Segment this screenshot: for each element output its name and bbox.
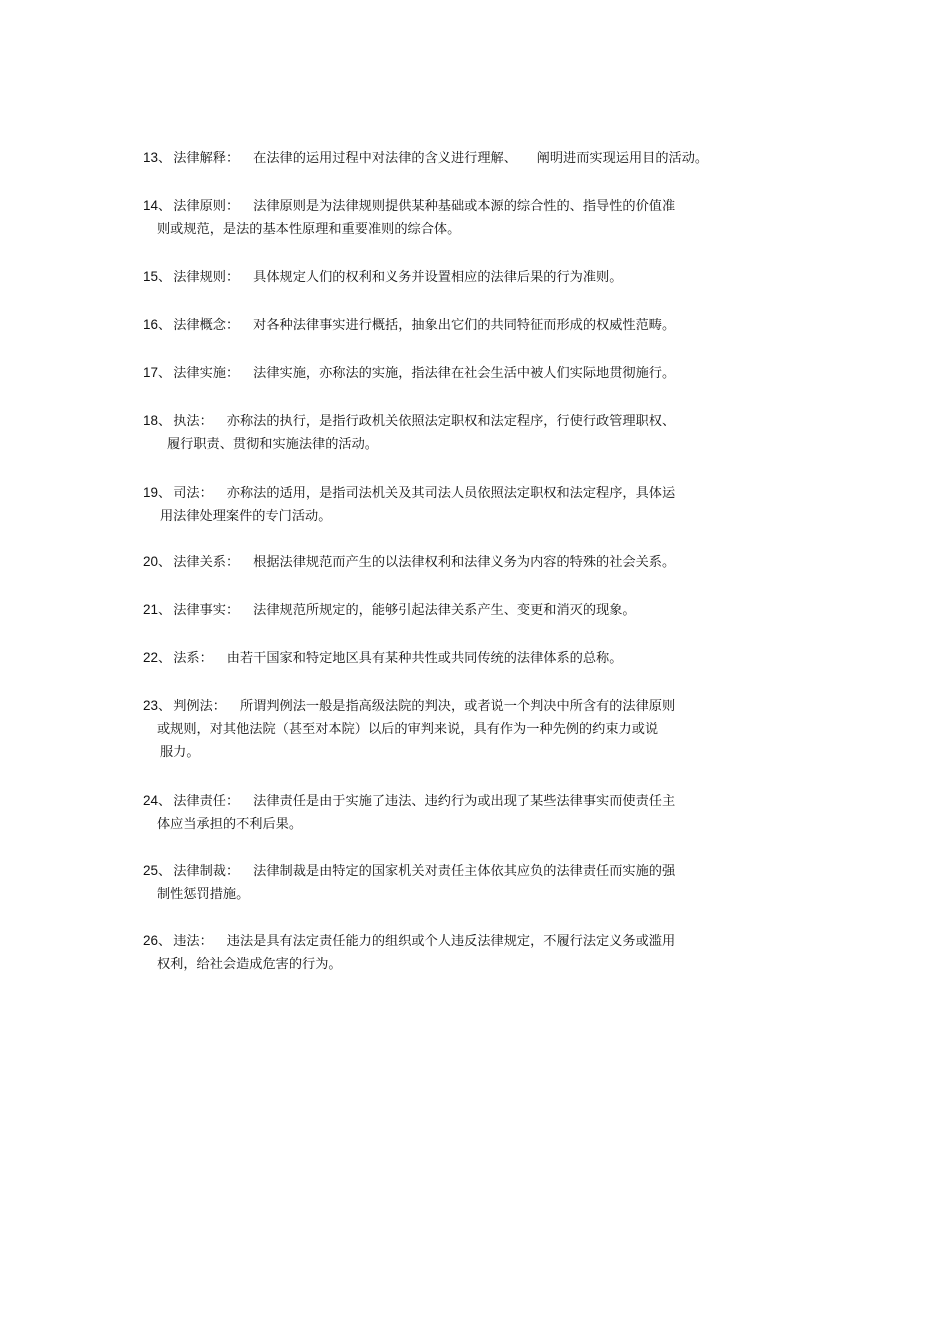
entry-number: 22 [143, 650, 159, 665]
entry-separator: 、 [158, 864, 172, 879]
definition-entry-24 [143, 789, 783, 836]
entry-number: 26 [143, 933, 159, 948]
entry-text-line: 制性惩罚措施。 [157, 887, 250, 902]
entry-term: 执法： [173, 414, 213, 429]
entry-text-line: 在法律的运用过程中对法律的含义进行理解、 阐明进而实现运用目的活动。 [253, 151, 709, 166]
entry-number: 17 [143, 365, 159, 380]
definition-entry-15 [143, 265, 783, 289]
entry-separator: 、 [158, 318, 172, 333]
definition-entry-13 [143, 146, 783, 170]
entry-number: 16 [143, 317, 159, 332]
entry-number: 18 [143, 413, 159, 428]
entry-term: 法系： [173, 651, 213, 666]
entry-text-line: 法律实施，亦称法的实施，指法律在社会生活中被人们实际地贯彻施行。 [253, 366, 676, 381]
definition-entry-20 [143, 550, 783, 574]
entry-text-line: 服力。 [160, 745, 200, 760]
definition-entry-23 [143, 694, 783, 764]
entry-separator: 、 [158, 151, 172, 166]
entry-separator: 、 [158, 651, 172, 666]
entry-term: 法律原则： [173, 199, 240, 214]
entry-number: 24 [143, 793, 159, 808]
entry-number: 19 [143, 485, 159, 500]
definition-entry-18 [143, 409, 783, 456]
definition-entry-21 [143, 598, 783, 622]
entry-text-line: 违法是具有法定责任能力的组织或个人违反法律规定，不履行法定义务或滥用 [226, 934, 676, 949]
entry-text-line: 亦称法的适用，是指司法机关及其司法人员依照法定职权和法定程序，具体运 [226, 486, 676, 501]
entry-number: 14 [143, 198, 159, 213]
entry-term: 法律实施： [173, 366, 240, 381]
entry-separator: 、 [158, 699, 172, 714]
definition-entry-19 [143, 481, 783, 528]
entry-text-line: 则或规范，是法的基本性原理和重要准则的综合体。 [157, 222, 461, 237]
entry-separator: 、 [158, 794, 172, 809]
definition-entry-26 [143, 929, 783, 976]
entry-term: 法律概念： [173, 318, 240, 333]
entry-text-line: 用法律处理案件的专门活动。 [160, 509, 332, 524]
entry-separator: 、 [158, 199, 172, 214]
definition-entry-16 [143, 313, 783, 337]
definition-entry-25 [143, 859, 783, 906]
entry-separator: 、 [158, 603, 172, 618]
entry-number: 25 [143, 863, 159, 878]
entry-term: 法律解释： [173, 151, 240, 166]
entry-term: 法律关系： [173, 555, 240, 570]
entry-text-line: 法律规范所规定的，能够引起法律关系产生、变更和消灭的现象。 [253, 603, 636, 618]
entry-term: 法律事实： [173, 603, 240, 618]
entry-term: 法律制裁： [173, 864, 240, 879]
entry-separator: 、 [158, 366, 172, 381]
entry-text-line: 亦称法的执行，是指行政机关依照法定职权和法定程序，行使行政管理职权、 [226, 414, 676, 429]
entry-text-line: 或规则，对其他法院（甚至对本院）以后的审判来说，具有作为一种先例的约束力或说 [157, 722, 659, 737]
entry-term: 法律规则： [173, 270, 240, 285]
entry-text-line: 法律责任是由于实施了违法、违约行为或出现了某些法律事实而使责任主 [253, 794, 676, 809]
entry-text-line: 具体规定人们的权利和义务并设置相应的法律后果的行为准则。 [253, 270, 623, 285]
entry-number: 15 [143, 269, 159, 284]
entry-text-line: 由若干国家和特定地区具有某种共性或共同传统的法律体系的总称。 [226, 651, 623, 666]
entry-term: 司法： [173, 486, 213, 501]
entry-text-line: 对各种法律事实进行概括，抽象出它们的共同特征而形成的权威性范畴。 [253, 318, 676, 333]
entry-separator: 、 [158, 555, 172, 570]
entry-number: 20 [143, 554, 159, 569]
entry-number: 21 [143, 602, 159, 617]
entry-separator: 、 [158, 934, 172, 949]
entry-text-line: 履行职责、贯彻和实施法律的活动。 [167, 437, 378, 452]
definition-entry-22 [143, 646, 783, 670]
entry-separator: 、 [158, 414, 172, 429]
definition-entry-17 [143, 361, 783, 385]
entry-term: 法律责任： [173, 794, 240, 809]
entry-text-line: 权利，给社会造成危害的行为。 [157, 957, 342, 972]
entry-term: 违法： [173, 934, 213, 949]
entry-number: 23 [143, 698, 159, 713]
entry-text-line: 所谓判例法一般是指高级法院的判决，或者说一个判决中所含有的法律原则 [239, 699, 676, 714]
entry-text-line: 法律原则是为法律规则提供某种基础或本源的综合性的、指导性的价值准 [253, 199, 676, 214]
entry-text-line: 体应当承担的不利后果。 [157, 817, 303, 832]
entry-text-line: 根据法律规范而产生的以法律权利和法律义务为内容的特殊的社会关系。 [253, 555, 676, 570]
definition-entry-14 [143, 194, 783, 241]
entry-number: 13 [143, 150, 159, 165]
entry-text-line: 法律制裁是由特定的国家机关对责任主体依其应负的法律责任而实施的强 [253, 864, 676, 879]
entry-term: 判例法： [173, 699, 226, 714]
entry-separator: 、 [158, 270, 172, 285]
entry-separator: 、 [158, 486, 172, 501]
